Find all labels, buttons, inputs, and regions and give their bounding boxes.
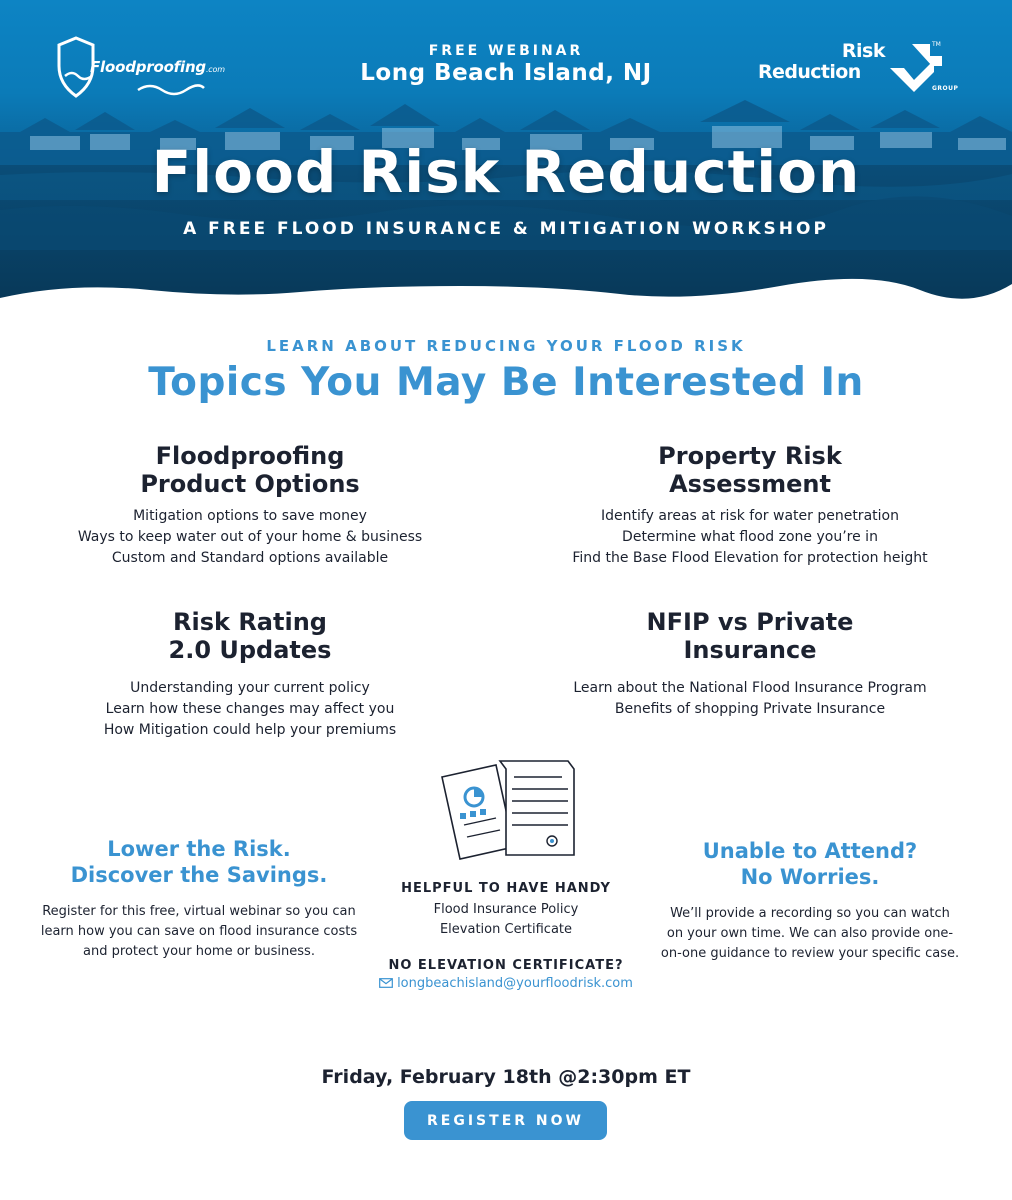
contact-email: longbeachisland@yourfloodrisk.com [397,975,633,991]
contact-email-link[interactable] [379,976,633,991]
topic-title: Floodproofing Product Options [140,442,360,498]
unable-to-attend-column [660,838,960,964]
topic-nfip-vs-private [530,608,970,720]
topic-line: Mitigation options to save money [133,508,367,524]
column-heading: Unable to Attend? No Worries. [702,839,918,889]
topic-line: Understanding your current policy [130,680,370,696]
topics-title: Topics You May Be Interested In [148,360,864,405]
topic-line: Find the Base Flood Elevation for protection height [572,550,928,566]
risk-reduction-group-logo[interactable] [756,40,971,100]
topic-line: How Mitigation could help your premiums [103,722,397,738]
topic-line: Custom and Standard options available [111,550,389,566]
topic-property-risk-assessment [530,442,970,569]
webinar-tag: FREE WEBINAR [428,43,584,59]
column-body: Register for this free, virtual webinar so you can learn how you can save on flood insurance costs and protect your home or business. [40,904,358,959]
topic-line: Determine what flood zone you’re in [622,529,878,545]
topic-line: Ways to keep water out of your home & business [77,529,423,545]
topic-title: Risk Rating 2.0 Updates [168,608,332,664]
hero-banner [0,0,1012,310]
event-date: Friday, February 18th @2:30pm ET [321,1066,691,1088]
no-elevation-certificate [336,958,676,992]
handy-item: Elevation Certificate [439,922,573,937]
helpful-to-have-handy [336,881,676,940]
topic-title: NFIP vs Private Insurance [646,608,854,664]
topic-line: Learn about the National Flood Insurance Program [573,680,927,696]
topic-floodproofing-products [30,442,470,569]
floodproofing-wordmark: Floodproofing.com [90,58,225,76]
column-body: We’ll provide a recording so you can watch on your own time. We can also provide one-on-one guidance to review your specific case. [660,906,960,961]
topic-risk-rating-updates [30,608,470,741]
hero-subtitle: A FREE FLOOD INSURANCE & MITIGATION WORKSHOP [183,219,829,239]
register-now-button[interactable]: REGISTER NOW [404,1101,607,1140]
documents-icon [434,755,580,867]
trademark-mark: TM [932,41,941,48]
topic-line: Identify areas at risk for water penetration [601,508,899,524]
topics-eyebrow: LEARN ABOUT REDUCING YOUR FLOOD RISK [266,337,746,355]
logo-word-reduction: Reduction [758,61,861,83]
envelope-icon [379,978,393,988]
column-heading: Lower the Risk. Discover the Savings. [70,837,328,887]
handy-item: Flood Insurance Policy [433,902,579,917]
no-elevation-label: NO ELEVATION CERTIFICATE? [388,958,624,973]
logo-word-risk: Risk [841,40,885,62]
logo-word-group: GROUP [932,85,959,92]
lower-the-risk-column [39,836,359,962]
topic-title: Property Risk Assessment [658,442,842,498]
handy-label: HELPFUL TO HAVE HANDY [401,881,611,896]
hero-title: Flood Risk Reduction [151,138,861,206]
event-location: Long Beach Island, NJ [360,60,652,86]
topic-line: Benefits of shopping Private Insurance [614,701,886,717]
topic-line: Learn how these changes may affect you [105,701,395,717]
